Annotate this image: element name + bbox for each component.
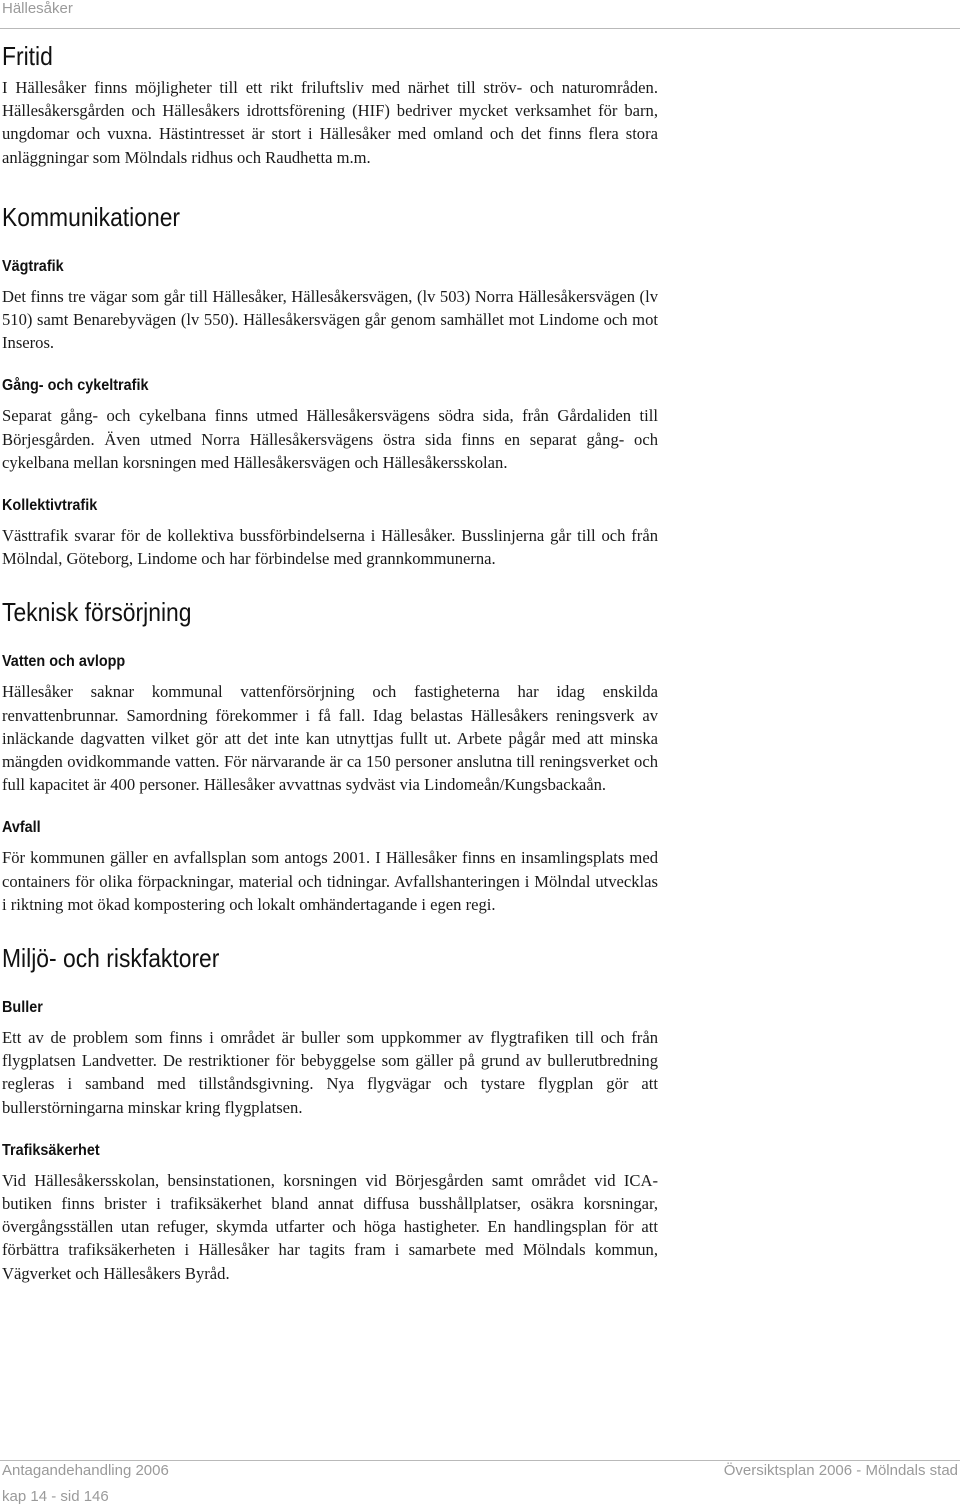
paragraph-vatten-avlopp: Hällesåker saknar kommunal vattenförsörjning och fastigheterna har idag enskilda renvattenbrunnar. Samordning förekommer i få fall. Idag belastas Hällesåkers reningsverk av inläckande dagvatten vilket gör att det inte kan utnyttjas fullt ut. Arbete pågår med att minska mängden ovidkommande vatten. För närvarande är ca 150 personer anslutna till reningsverket och full kapacitet är 400 personer. Hällesåker avvattnas sydväst via Lindomeån/Kungsbackaån. xyxy=(2,682,658,795)
section-title-fritid: Fritid xyxy=(2,41,53,71)
paragraph-vagtrafik: Det finns tre vägar som går till Hällesåker, Hällesåkersvägen, (lv 503) Norra Hällesåkersvägen (lv 510) samt Benarebyvägen (lv 550). Hällesåkersvägen går genom samhället mot Lindome och mot Inseros. xyxy=(2,286,658,353)
subheading-gang-cykel: Gång- och cykeltrafik xyxy=(2,377,149,395)
footer-document-title: Översiktsplan 2006 - Mölndals stad xyxy=(723,1462,958,1479)
header-divider xyxy=(0,28,960,29)
footer-page-number: kap 14 - sid 146 xyxy=(2,1488,109,1505)
paragraph-gang-cykel: Separat gång- och cykelbana finns utmed Hällesåkersvägens södra sida, från Gårdaliden till Börjesgården. Även utmed Norra Hällesåkersvägens östra sida finns en separat gång- och cykelbana mellan korsningen med Hällesåkersvägen och Hällesåkersskolan. xyxy=(2,406,658,472)
paragraph-avfall: För kommunen gäller en avfallsplan som antogs 2001. I Hällesåker finns en insamlingsplats med containers för olika förpackningar, material och tidningar. Avfallshanteringen i Mölndal utvecklas i riktning mot ökad kompostering och lokalt omhändertagande i egen regi. xyxy=(2,848,658,914)
document-body xyxy=(2,40,658,1285)
paragraph-buller: Ett av de problem som finns i området är buller som uppkommer av flygtrafiken till och från flygplatsen Landvetter. De restriktioner för bebyggelse som gäller på grund av bullerutbredning regleras i samband med tillståndsgivning. Nya flygvägar och tystare flygplan gör att bullerstörningarna minskar kring flygplatsen. xyxy=(2,1028,658,1117)
section-title-teknisk: Teknisk försörjning xyxy=(2,597,192,628)
paragraph-kollektivtrafik: Västtrafik svarar för de kollektiva bussförbindelserna i Hällesåker. Busslinjerna går till och från Mölndal, Göteborg, Lindome och har förbindelse med grannkommunerna. xyxy=(2,526,658,569)
subheading-kollektivtrafik: Kollektivtrafik xyxy=(2,497,98,515)
subheading-avfall: Avfall xyxy=(2,819,41,837)
footer-document-status: Antagandehandling 2006 xyxy=(2,1462,169,1479)
subheading-buller: Buller xyxy=(2,999,43,1017)
subheading-vatten-avlopp: Vatten och avlopp xyxy=(2,653,126,671)
subheading-trafiksakerhet: Trafiksäkerhet xyxy=(2,1141,100,1159)
paragraph-trafiksakerhet: Vid Hällesåkersskolan, bensinstationen, korsningen vid Börjesgården samt området vid ICA-butiken finns brister i trafiksäkerhet bland annat diffusa busshållplatser, osäkra korsningar, övergångsställen utan refuger, skymda utfarter och höga hastigheter. En handlingsplan för att förbättra trafiksäkerheten i Hällesåker har tagits fram i samarbete med Mölndals kommun, Vägverket och Hällesåkers Byråd. xyxy=(2,1170,658,1283)
footer-divider xyxy=(0,1460,960,1461)
subheading-vagtrafik: Vägtrafik xyxy=(2,257,64,275)
running-header: Hällesåker xyxy=(2,0,73,17)
paragraph-fritid: I Hällesåker finns möjligheter till ett rikt friluftsliv med närhet till ströv- och naturområden. Hällesåkersgården och Hällesåkers idrottsförening (HIF) bedriver mycket verksamhet för barn, ungdomar och vuxna. Hästintresset är stort i Hällesåker med omland och det finns flera stora anläggningar som Mölndals ridhus och Raudhetta m.m. xyxy=(2,78,658,167)
section-title-miljo: Miljö- och riskfaktorer xyxy=(2,943,220,974)
section-title-kommunikationer: Kommunikationer xyxy=(2,201,181,232)
